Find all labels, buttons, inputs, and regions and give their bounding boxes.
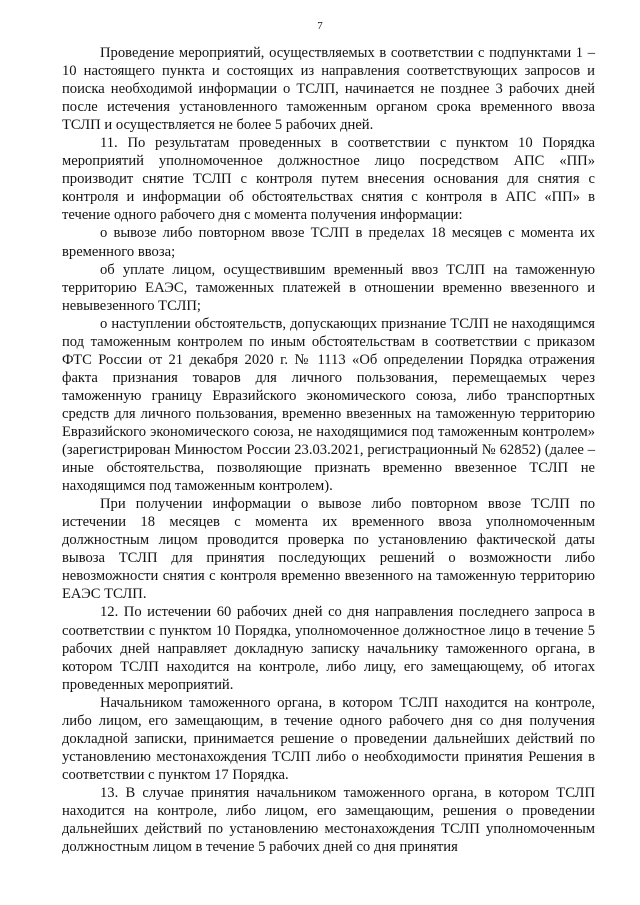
paragraph-other-circumstances: о наступлении обстоятельств, допускающих признание ТСЛП не находящимся под таможенным контролем по иным обстоятельствам в соответствии с приказом ФТС России от 21 декабря 2020 г. № 1113 «Об определении Порядка отражения факта признания товаров для личного пользования, перемещаемых через таможенную границу Евразийского экономического союза, либо транспортных средств для личного пользования, временно ввезенных на таможенную территорию Евразийского экономического союза, не находящимися под таможенным контролем» (зарегистрирован Минюстом России 23.03.2021, регистрационный № 62852) (далее – иные обстоятельства, позволяющие признать временно ввезенное ТСЛП не находящимся под таможенным контролем). — [62, 315, 595, 495]
paragraph-item-11: 11. По результатам проведенных в соответствии с пунктом 10 Порядка мероприятий уполномоченное должностное лицо посредством АПС «ПП» производит снятие ТСЛП с контроля путем внесения основания для снятия с контроля и информации об обстоятельствах снятия с контроля в АПС «ПП» в течение одного рабочего дня с момента получения информации: — [62, 135, 595, 224]
document-body — [62, 44, 595, 856]
page-number: 7 — [317, 20, 323, 32]
paragraph-export-or-reentry: о вывозе либо повторном ввозе ТСЛП в пределах 18 месяцев с момента их временного ввоза; — [62, 225, 595, 260]
paragraph-payment: об уплате лицом, осуществившим временный ввоз ТСЛП на таможенную территорию ЕАЭС, таможенных платежей в отношении временно ввезенного и невывезенного ТСЛП; — [62, 261, 595, 314]
paragraph-verification: При получении информации о вывозе либо повторном ввозе ТСЛП по истечении 18 месяцев с момента их временного ввоза уполномоченным должностным лицом проводится проверка по установлению фактической даты вывоза ТСЛП для принятия последующих решений о возможности либо невозможности снятия с контроля временно ввезенного на таможенную территорию ЕАЭС ТСЛП. — [62, 496, 595, 603]
paragraph-head-decision: Начальником таможенного органа, в котором ТСЛП находится на контроле, либо лицом, его замещающим, в течение одного рабочего дня со дня получения докладной записки, принимается решение о проведении дальнейших действий по установлению местонахождения ТСЛП либо о необходимости принятия Решения в соответствии с пунктом 17 Порядка. — [62, 694, 595, 783]
paragraph-deadline: Проведение мероприятий, осуществляемых в соответствии с подпунктами 1 – 10 настоящего пункта и состоящих из направления соответствующих запросов и поиска необходимой информации о ТСЛП, начинается не позднее 3 рабочих дней после истечения установленного таможенным органом срока временного ввоза ТСЛП и осуществляется не более 5 рабочих дней. — [62, 45, 595, 134]
paragraph-item-12: 12. По истечении 60 рабочих дней со дня направления последнего запроса в соответствии с пунктом 10 Порядка, уполномоченное должностное лицо в течение 5 рабочих дней направляет докладную записку начальнику таможенного органа, в котором ТСЛП находится на контроле, либо лицу, его замещающему, об итогах проведенных мероприятий. — [62, 604, 595, 693]
paragraph-item-13: 13. В случае принятия начальником таможенного органа, в котором ТСЛП находится на контроле, либо лицом, его замещающим, решения о проведении дальнейших действий по установлению местонахождения ТСЛП уполномоченным должностным лицом в течение 5 рабочих дней со дня принятия — [62, 784, 595, 856]
